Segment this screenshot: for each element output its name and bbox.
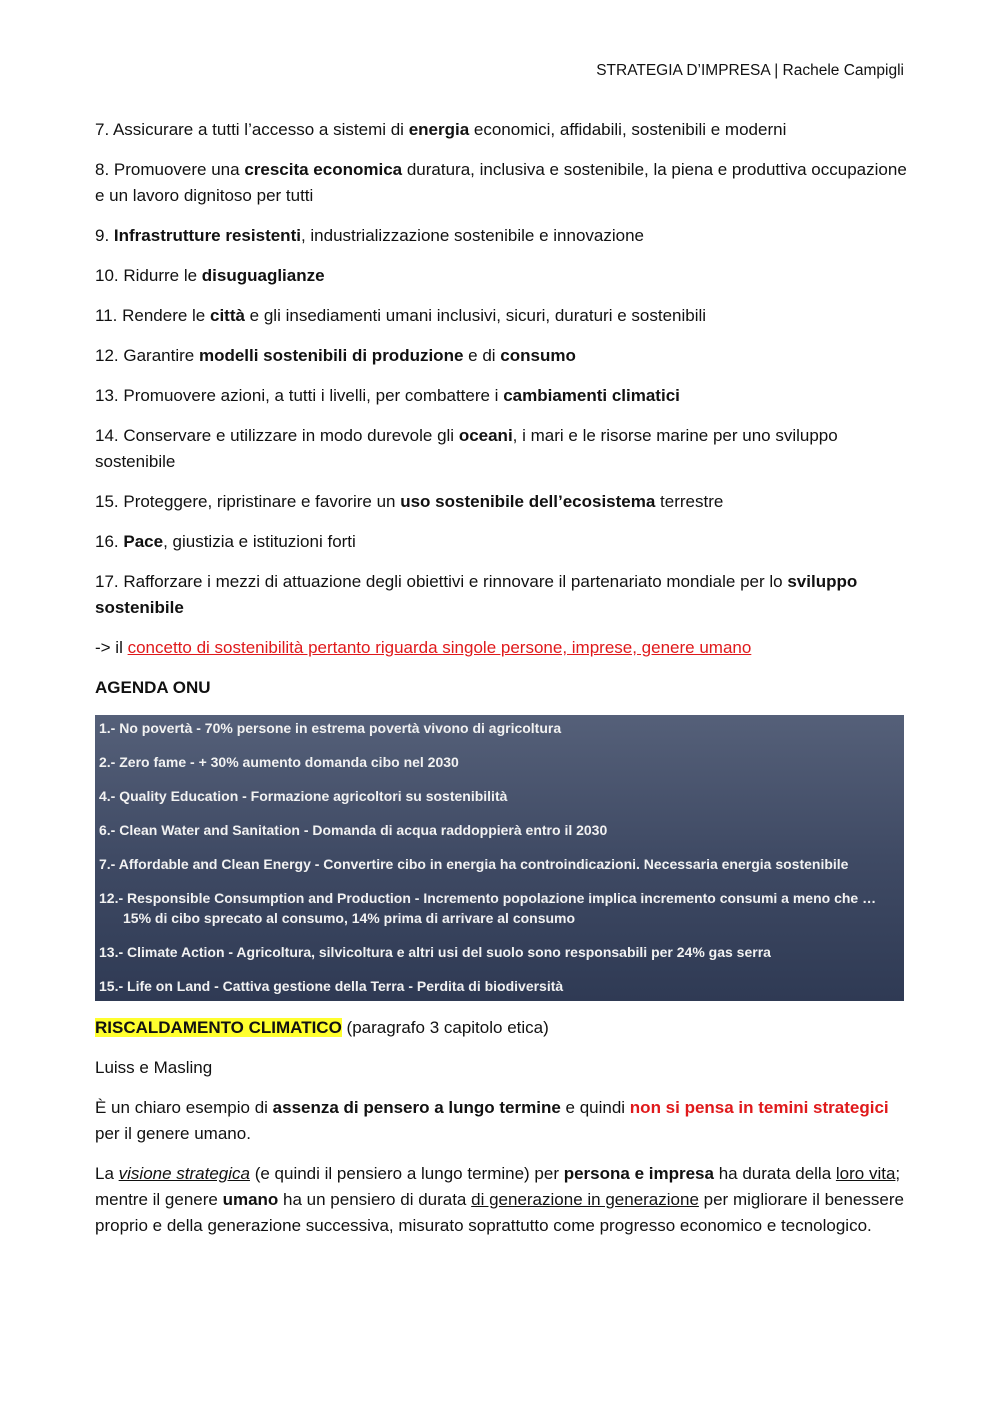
goal-15: 15. Proteggere, ripristinare e favorire un uso sostenibile dell’ecosistema terrestre xyxy=(95,492,724,511)
goal-13: 13. Promuovere azioni, a tutti i livelli, per combattere i cambiamenti climatici xyxy=(95,386,680,405)
sustainability-concept: -> il concetto di sostenibilità pertanto riguarda singole persone, imprese, genere umano xyxy=(95,638,752,657)
goal-7: 7. Assicurare a tutti l’accesso a sistemi di energia economici, affidabili, sostenibili e moderni xyxy=(95,120,787,139)
goal-9: 9. Infrastrutture resistenti, industrializzazione sostenibile e innovazione xyxy=(95,226,644,245)
agenda-item: 7.- Affordable and Clean Energy - Convertire cibo in energia ha controindicazioni. Necessaria energia sostenibile xyxy=(99,856,849,872)
agenda-onu-image xyxy=(95,715,904,1001)
agenda-item: 6.- Clean Water and Sanitation - Domanda di acqua raddoppierà entro il 2030 xyxy=(99,822,608,838)
agenda-item: 15.- Life on Land - Cattiva gestione della Terra - Perdita di biodiversità xyxy=(99,978,564,994)
agenda-item-12-line1: 12.- Responsible Consumption and Production - Incremento popolazione implica incremento consumi a meno che … xyxy=(99,890,877,906)
agenda-item-12-line2: 15% di cibo sprecato al consumo, 14% prima di arrivare al consumo xyxy=(123,910,576,926)
document-body xyxy=(95,117,907,1253)
authors: Luiss e Masling xyxy=(95,1058,213,1077)
agenda-item: 2.- Zero fame - + 30% aumento domanda cibo nel 2030 xyxy=(99,754,459,770)
agenda-item-12 xyxy=(99,888,904,928)
goal-12: 12. Garantire modelli sostenibili di produzione e di consumo xyxy=(95,346,576,365)
page-header: STRATEGIA D’IMPRESA | Rachele Campigli xyxy=(596,62,904,79)
goal-17: 17. Rafforzare i mezzi di attuazione degli obiettivi e rinnovare il partenariato mondiale per lo sviluppo sostenibile xyxy=(95,572,858,617)
concept-highlight: concetto di sostenibilità pertanto riguarda singole persone, imprese, genere umano xyxy=(127,638,752,657)
goal-16: 16. Pace, giustizia e istituzioni forti xyxy=(95,532,356,551)
goal-11: 11. Rendere le città e gli insediamenti umani inclusivi, sicuri, duraturi e sostenibili xyxy=(95,306,707,325)
warming-highlight: RISCALDAMENTO CLIMATICO xyxy=(95,1018,342,1037)
agenda-title: AGENDA ONU xyxy=(95,678,211,697)
goal-14: 14. Conservare e utilizzare in modo durevole gli oceani, i mari e le risorse marine per uno sviluppo sostenibile xyxy=(95,426,838,471)
agenda-item: 1.- No povertà - 70% persone in estrema povertà vivono di agricoltura xyxy=(99,720,562,736)
goal-8: 8. Promuovere una crescita economica duratura, inclusiva e sostenibile, la piena e produttiva occupazione e un lavoro dignitoso per tutti xyxy=(95,160,907,205)
vision-paragraph: La visione strategica (e quindi il pensiero a lungo termine) per persona e impresa ha durata della loro vita; mentre il genere umano ha un pensiero di durata di generazione in generazione per migliorare il benessere proprio e della generazione successiva, misurato soprattutto come progresso economico e tecnologico. xyxy=(95,1164,904,1235)
warming-heading: RISCALDAMENTO CLIMATICO (paragrafo 3 capitolo etica) xyxy=(95,1018,549,1037)
goal-10: 10. Ridurre le disuguaglianze xyxy=(95,266,325,285)
agenda-item: 4.- Quality Education - Formazione agricoltori su sostenibilità xyxy=(99,788,508,804)
example-paragraph: È un chiaro esempio di assenza di pensero a lungo termine e quindi non si pensa in temini strategici per il genere umano. xyxy=(95,1098,889,1143)
agenda-item: 13.- Climate Action - Agricoltura, silvicoltura e altri usi del suolo sono responsabili per 24% gas serra xyxy=(99,944,771,960)
